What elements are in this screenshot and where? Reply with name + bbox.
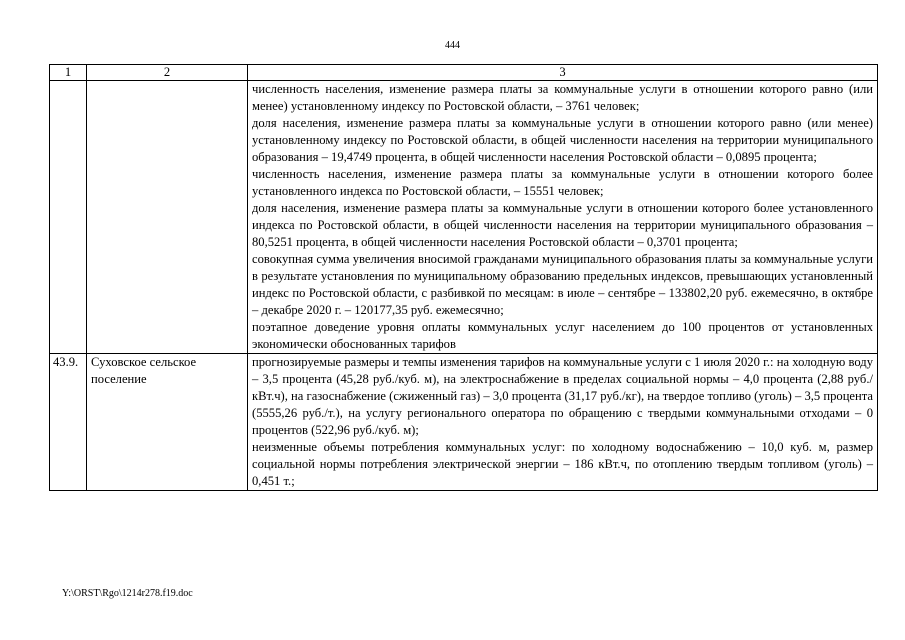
column-header-3: 3 — [248, 65, 878, 81]
document-table — [49, 64, 878, 491]
paragraph: численность населения, изменение размера платы за коммунальные услуги в отношении которого равно (или менее) установленному индексу по Ростовской области, – 3761 человек; — [252, 82, 873, 113]
row-number-cell — [50, 81, 87, 354]
page-number: 444 — [445, 40, 460, 51]
row-name-cell — [87, 81, 248, 354]
table-row — [50, 354, 878, 491]
column-header-2: 2 — [87, 65, 248, 81]
paragraph: численность населения, изменение размера платы за коммунальные услуги в отношении которого более установленного индекса по Ростовской области, – 15551 человек; — [252, 167, 873, 198]
paragraph: доля населения, изменение размера платы за коммунальные услуги в отношении которого более установленного индекса по Ростовской области, в общей численности населения на территории муниципального образования – 80,5251 процента, в общей численности населения Ростовской области – 0,3701 процента; — [252, 201, 873, 249]
paragraph: совокупная сумма увеличения вносимой гражданами муниципального образования платы за коммунальные услуги в результате установления по муниципальному образованию предельных индексов, превышающих установленный индекс по Ростовской области, с разбивкой по месяцам: в июле – сентябре – 133802,20 руб. ежемесячно, в октябре – декабре 2020 г. – 120177,35 руб. ежемесячно; — [252, 252, 873, 317]
paragraph: поэтапное доведение уровня оплаты коммунальных услуг населением до 100 процентов от установленных экономически обоснованных тарифов — [252, 320, 873, 351]
column-header-1: 1 — [50, 65, 87, 81]
table-row — [50, 81, 878, 354]
paragraph: доля населения, изменение размера платы за коммунальные услуги в отношении которого равно (или менее) установленному индексу по Ростовской области, в общей численности населения на территории муниципального образования – 19,4749 процента, в общей численности населения Ростовской области – 0,0895 процента; — [252, 116, 873, 164]
row-content-cell — [248, 81, 878, 354]
footer-file-path: Y:\ORST\Rgo\1214r278.f19.doc — [62, 588, 193, 599]
table-header-row — [50, 65, 878, 81]
paragraph: прогнозируемые размеры и темпы изменения тарифов на коммунальные услуги с 1 июля 2020 г.: на холодную воду – 3,5 процента (45,28 руб./куб. м), на электроснабжение в пределах социальной нормы – 4,0 процента (2,88 руб./кВт.ч), на газоснабжение (сжиженный газ) – 3,0 процента (31,17 руб./кг), на твердое топливо (уголь) – 3,5 процента (5555,26 руб./т.), на услугу регионального оператора по обращению с твердыми коммунальными отходами – 0 процентов (522,96 руб./куб. м); — [252, 355, 874, 437]
row-content-cell — [248, 354, 878, 491]
paragraph: неизменные объемы потребления коммунальных услуг: по холодному водоснабжению – 10,0 куб. м, размер социальной нормы потребления электрической энергии – 186 кВт.ч, по отоплению твердым топливом (уголь) – 0,451 т.; — [252, 440, 873, 488]
row-name-cell: Суховское сельское поселение — [87, 354, 248, 491]
row-number-cell: 43.9. — [50, 354, 87, 491]
